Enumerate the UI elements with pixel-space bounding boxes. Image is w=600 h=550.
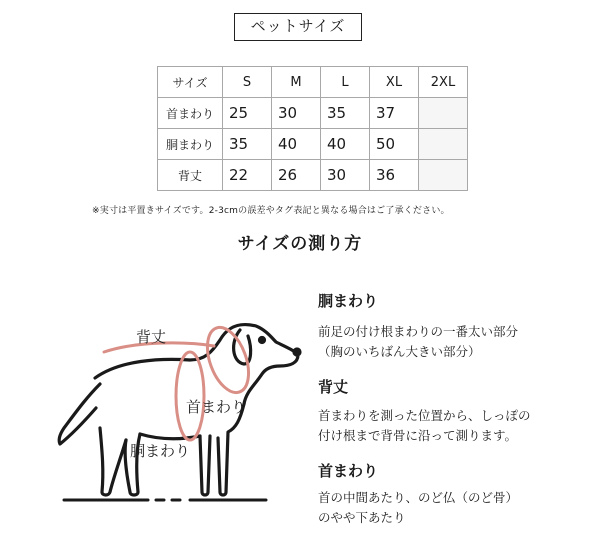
table-cell: 50 (370, 129, 419, 160)
table-corner-cell: サイズ (158, 67, 223, 98)
table-row (158, 160, 468, 191)
table-row (158, 98, 468, 129)
table-cell (419, 129, 468, 160)
size-table (157, 66, 468, 191)
table-row (158, 129, 468, 160)
back-length-label: 背丈 (136, 328, 167, 346)
table-cell: 30 (272, 98, 321, 129)
dog-outline (59, 325, 300, 495)
neck-circle (199, 322, 256, 398)
description-line: 付け根まで背骨に沿って測ります。 (318, 428, 518, 443)
neck-heading: 首まわり (318, 462, 379, 480)
chest-description (318, 322, 518, 362)
back-description (318, 406, 531, 446)
pet-size-title: ペットサイズ (234, 13, 362, 41)
neck-description (318, 488, 518, 528)
table-cell (419, 98, 468, 129)
chest-girth-label: 胴まわり (130, 442, 191, 460)
disclaimer-note: ※実寸は平置きサイズです。2-3cmの誤差やタグ表記と異なる場合はご了承ください。 (92, 206, 450, 216)
table-cell: 36 (370, 160, 419, 191)
table-cell: 35 (321, 98, 370, 129)
measure-section-title: サイズの測り方 (237, 234, 363, 254)
description-line: （胸のいちばん大きい部分） (318, 344, 481, 359)
table-cell: 37 (370, 98, 419, 129)
dog-measurement-illustration (40, 300, 310, 510)
column-header: XL (370, 67, 419, 98)
description-line: 前足の付け根まわりの一番太い部分 (318, 324, 519, 339)
table-header-row (158, 67, 468, 98)
neck-girth-label: 首まわり (186, 398, 247, 416)
table-cell: 40 (272, 129, 321, 160)
column-header: L (321, 67, 370, 98)
row-label: 胴まわり (158, 129, 223, 160)
row-label: 背丈 (158, 160, 223, 191)
column-header: 2XL (419, 67, 468, 98)
column-header: M (272, 67, 321, 98)
table-cell: 35 (223, 129, 272, 160)
back-heading: 背丈 (318, 378, 349, 396)
table-cell: 22 (223, 160, 272, 191)
description-line: のやや下あたり (318, 510, 406, 525)
table-cell: 25 (223, 98, 272, 129)
table-cell: 40 (321, 129, 370, 160)
description-line: 首まわりを測った位置から、しっぽの (318, 408, 531, 423)
chest-heading: 胴まわり (318, 292, 379, 310)
description-line: 首の中間あたり、のど仏（のど骨） (318, 490, 519, 505)
column-header: S (223, 67, 272, 98)
table-cell: 30 (321, 160, 370, 191)
table-cell (419, 160, 468, 191)
row-label: 首まわり (158, 98, 223, 129)
table-cell: 26 (272, 160, 321, 191)
